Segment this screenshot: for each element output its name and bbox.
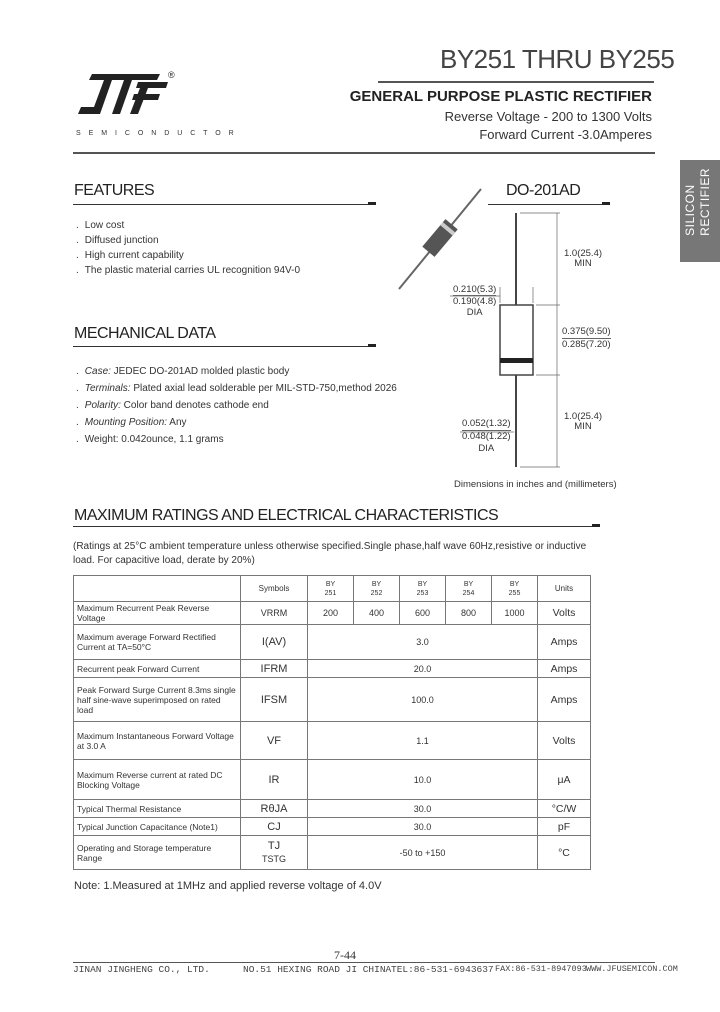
table-row: Maximum Instantaneous Forward Voltage at 3.0 A VF 1.1 Volts bbox=[74, 722, 591, 760]
title-rule bbox=[378, 81, 654, 83]
mechanical-rule-end bbox=[368, 344, 376, 347]
forward-current-spec: Forward Current -3.0Amperes bbox=[479, 127, 652, 142]
list-item: . Weight: 0.042ounce, 1.1 grams bbox=[76, 431, 397, 448]
footer-tel: TEL:86-531-6943637 bbox=[391, 964, 494, 975]
company-logo bbox=[78, 74, 184, 122]
list-item: . High current capability bbox=[76, 248, 300, 263]
ratings-note-1: (Ratings at 25°C ambient temperature unless otherwise specified.Single phase,half wave 60Hz,resistive or inductive bbox=[73, 541, 587, 552]
table-row: Typical Junction Capacitance (Note1) CJ 30.0 pF bbox=[74, 818, 591, 836]
footer-company: JINAN JINGHENG CO., LTD. bbox=[73, 964, 210, 975]
features-rule-end bbox=[368, 202, 376, 205]
dim-body-dia: 0.210(5.3) 0.190(4.8) DIA bbox=[453, 284, 497, 318]
dim-lead-dia: 0.052(1.32) 0.048(1.22) DIA bbox=[462, 418, 511, 454]
header-rule bbox=[73, 152, 655, 154]
footnote: Note: 1.Measured at 1MHz and applied reverse voltage of 4.0V bbox=[74, 880, 382, 892]
footer-rule bbox=[73, 962, 655, 963]
side-tab-text: SILICON RECTIFIER bbox=[683, 168, 712, 236]
mechanical-heading: MECHANICAL DATA bbox=[74, 325, 216, 342]
list-item: . Diffused junction bbox=[76, 233, 300, 248]
list-item: . Terminals: Plated axial lead solderable per MIL-STD-750,method 2026 bbox=[76, 380, 397, 397]
features-list bbox=[76, 218, 300, 278]
footer-address: NO.51 HEXING ROAD JI CHINA bbox=[243, 964, 392, 975]
page-title: BY251 THRU BY255 bbox=[440, 44, 675, 74]
dim-lead-bottom: 1.0(25.4) MIN bbox=[564, 411, 603, 432]
side-tab bbox=[680, 160, 720, 262]
ratings-heading: MAXIMUM RATINGS AND ELECTRICAL CHARACTERISTICS bbox=[74, 507, 499, 524]
page-number: 7-44 bbox=[334, 948, 356, 962]
footer-fax: FAX:86-531-8947093 bbox=[495, 964, 587, 974]
table-row: Maximum average Forward Rectified Current at TA=50°C I(AV) 3.0 Amps bbox=[74, 625, 591, 660]
dim-lead-top: 1.0(25.4) MIN bbox=[564, 248, 603, 269]
list-item: . The plastic material carries UL recognition 94V-0 bbox=[76, 263, 300, 278]
features-heading: FEATURES bbox=[74, 182, 155, 199]
table-row: Typical Thermal Resistance RθJA 30.0 °C/W bbox=[74, 800, 591, 818]
registered-mark: ® bbox=[168, 70, 175, 80]
list-item: . Low cost bbox=[76, 218, 300, 233]
list-item: . Mounting Position: Any bbox=[76, 414, 397, 431]
reverse-voltage-spec: Reverse Voltage - 200 to 1300 Volts bbox=[444, 109, 652, 124]
list-item: . Polarity: Color band denotes cathode end bbox=[76, 397, 397, 414]
package-label: DO-201AD bbox=[506, 182, 581, 199]
table-header-row bbox=[74, 576, 591, 602]
part-header: BY 254 bbox=[446, 576, 492, 602]
part-header: BY 255 bbox=[492, 576, 538, 602]
ratings-note-2: load. For capacitive load, derate by 20%) bbox=[73, 555, 255, 566]
part-header: BY 252 bbox=[354, 576, 400, 602]
units-header: Units bbox=[538, 576, 591, 602]
mechanical-list bbox=[76, 363, 397, 448]
part-header: BY 253 bbox=[400, 576, 446, 602]
table-row: Operating and Storage temperature Range TJ TSTG -50 to +150 °C bbox=[74, 836, 591, 870]
table-row: Recurrent peak Forward Current IFRM 20.0 Amps bbox=[74, 660, 591, 678]
product-subtitle: GENERAL PURPOSE PLASTIC RECTIFIER bbox=[349, 88, 652, 105]
cathode-band bbox=[500, 358, 533, 363]
ratings-rule-end bbox=[592, 524, 600, 527]
list-item: . Case: JEDEC DO-201AD molded plastic body bbox=[76, 363, 397, 380]
ratings-rule bbox=[73, 526, 600, 527]
logo-tagline: S E M I C O N D U C T O R bbox=[76, 130, 237, 137]
ratings-table bbox=[73, 575, 591, 870]
dimensions-caption: Dimensions in inches and (millimeters) bbox=[454, 479, 617, 490]
part-header: BY 251 bbox=[308, 576, 354, 602]
dim-body-length: 0.375(9.50) 0.285(7.20) bbox=[562, 326, 611, 350]
table-row: Peak Forward Surge Current 8.3ms single half sine-wave superimposed on rated load IFSM 100.0 Amps bbox=[74, 678, 591, 722]
footer-web: WWW.JFUSEMICON.COM bbox=[586, 964, 678, 974]
mechanical-rule bbox=[73, 346, 373, 347]
symbols-header: Symbols bbox=[241, 576, 308, 602]
table-row: Maximum Recurrent Peak Reverse Voltage VRRM 200 400 600 800 1000 Volts bbox=[74, 602, 591, 625]
table-row: Maximum Reverse current at rated DC Blocking Voltage IR 10.0 μA bbox=[74, 760, 591, 800]
features-rule bbox=[73, 204, 373, 205]
